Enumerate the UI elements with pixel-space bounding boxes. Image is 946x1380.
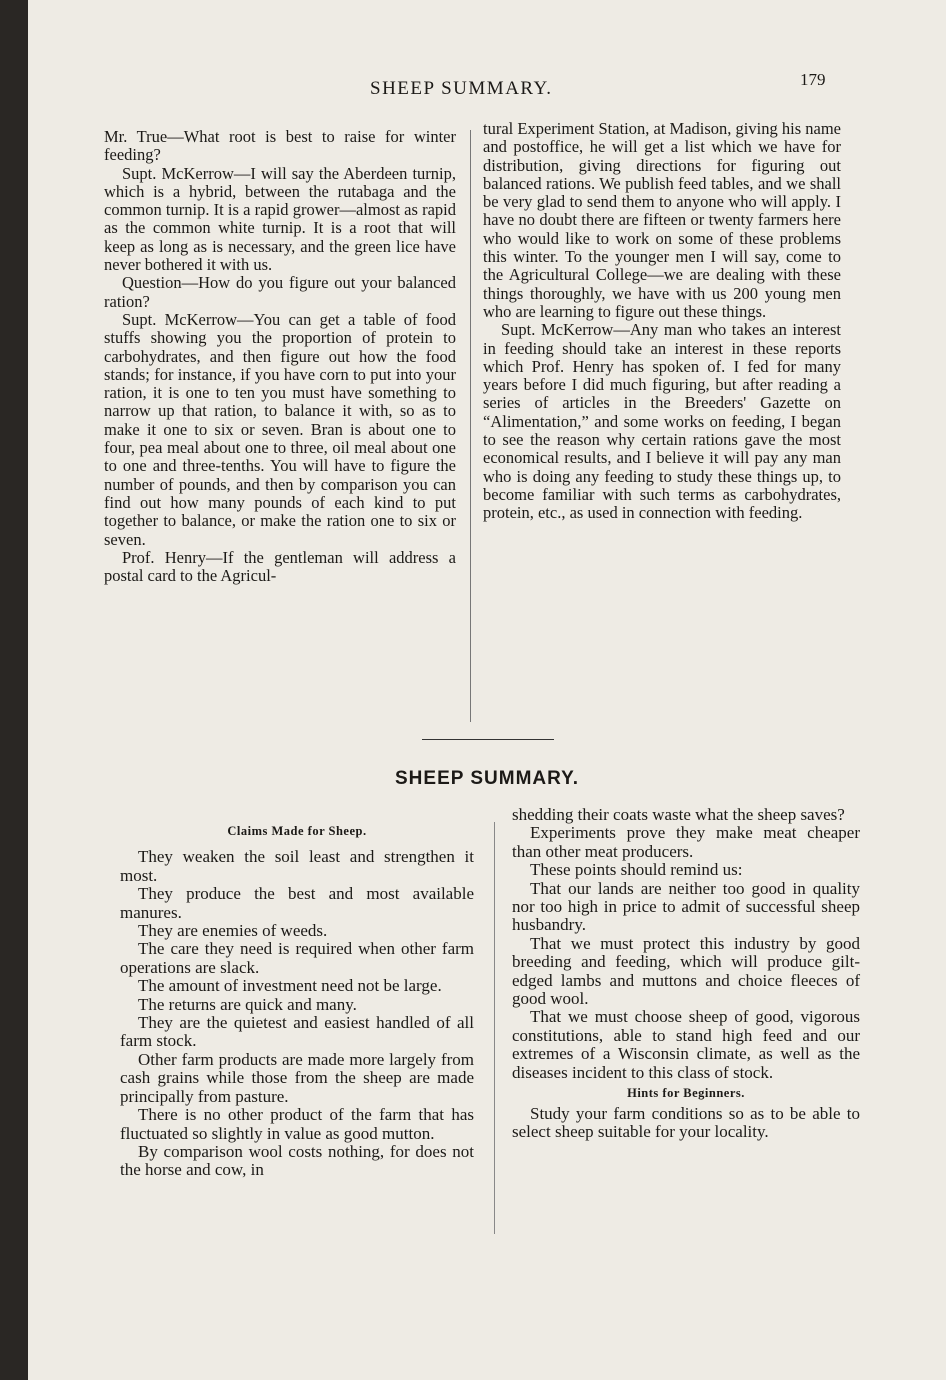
subheading-hints: Hints for Beginners. — [627, 1086, 745, 1101]
paragraph: Supt. McKerrow—You can get a table of food stuffs showing you the proportion of protein to carbohydrates, and then figure out how the food stands; for instance, if you have corn to put into your ration, it is one to ten you must have something to narrow up that ration, to balance it with, so as to make it one to six or seven. Bran is about one to four, pea meal about one to three, oil meal about one to one and three-tenths. You will have to figure the number of pounds, and then by comparison you can find out how many pounds of each kind to put together to balance, or make the ration one to six or seven. — [104, 309, 456, 549]
paragraph: tural Experiment Station, at Madison, giving his name and postoffice, he will get a list which we have for distribution, giving directions for figuring out balanced rations. We publish feed tables, and we shall be very glad to send them to anyone who will apply. I have no doubt there are fifteen or twenty farmers here who would like to work on some of these problems this winter. To the younger men I will say, come to the Agricultural College—we are dealing with these things thoroughly, we have with us 200 young men who are learning to figure out these things. — [483, 119, 841, 321]
paragraph: Study your farm conditions so as to be able to select sheep suitable for your locality. — [512, 1103, 860, 1141]
column-rule — [494, 822, 495, 1234]
page-number: 179 — [800, 70, 826, 89]
paragraph: There is no other product of the farm that has fluctuated so slightly in value as good mutton. — [120, 1105, 474, 1143]
paragraph: The amount of investment need not be large. — [138, 976, 442, 996]
paragraph: shedding their coats waste what the sheep saves? — [512, 805, 845, 824]
paragraph: That our lands are neither too good in quality nor too high in price to admit of successful sheep husbandry. — [512, 878, 860, 935]
paragraph: By comparison wool costs nothing, for does not the horse and cow, in — [120, 1141, 474, 1180]
paragraph: That we must protect this industry by good breeding and feeding, which will produce gilt-edged lambs and muttons and choice fleeces of good wool. — [512, 933, 860, 1009]
paragraph: Mr. True—What root is best to raise for winter feeding? — [104, 127, 456, 165]
top-left-column — [104, 128, 456, 585]
paragraph: Prof. Henry—If the gentleman will address a postal card to the Agricul- — [104, 547, 456, 586]
top-right-column — [483, 120, 841, 523]
paragraph: Other farm products are made more largely from cash grains while those from the sheep are made principally from pasture. — [120, 1049, 474, 1106]
paragraph: That we must choose sheep of good, vigorous constitutions, able to stand high feed and our extremes of a Wisconsin climate, as well as the diseases incident to this class of stock. — [512, 1007, 860, 1082]
points-column — [512, 806, 860, 1141]
paragraph: Question—How do you figure out your balanced ration? — [104, 273, 456, 311]
paragraph: They are the quietest and easiest handled of all farm stock. — [120, 1013, 474, 1051]
section-title: SHEEP SUMMARY. — [395, 768, 579, 789]
paragraph: The returns are quick and many. — [138, 994, 357, 1014]
book-page — [28, 0, 946, 1380]
running-head: SHEEP SUMMARY. — [370, 78, 553, 99]
claims-column — [120, 822, 474, 1180]
paragraph: The care they need is required when other farm operations are slack. — [120, 939, 474, 977]
subheading-claims: Claims Made for Sheep. — [227, 824, 367, 838]
section-divider — [422, 739, 554, 740]
column-rule — [470, 130, 471, 722]
paragraph: They weaken the soil least and strengthen it most. — [120, 847, 474, 885]
paragraph: They produce the best and most available manures. — [120, 884, 474, 922]
paragraph: Supt. McKerrow—Any man who takes an interest in feeding should take an interest in these reports which Prof. Henry has spoken of. I fed for many years before I did much figuring, but after reading a series of articles in the Breeders' Gazette on “Alimentation,” and some works on feeding, I began to see the reason why certain rations gave the most economical results, and I believe it will pay any man who is doing any feeding to study these things up, to become familiar with such terms as carbohydrates, protein, etc., as used in connection with feeding. — [483, 320, 841, 523]
paragraph: These points should remind us: — [530, 860, 743, 880]
paragraph: They are enemies of weeds. — [138, 921, 328, 941]
paragraph: Experiments prove they make meat cheaper than other meat producers. — [512, 823, 860, 861]
paragraph: Supt. McKerrow—I will say the Aberdeen turnip, which is a hybrid, between the rutabaga and the common turnip. It is a rapid grower—almost as rapid as the common white turnip. It is a root that will keep as long as is necessary, and the green lice have never bothered it with us. — [104, 163, 456, 275]
